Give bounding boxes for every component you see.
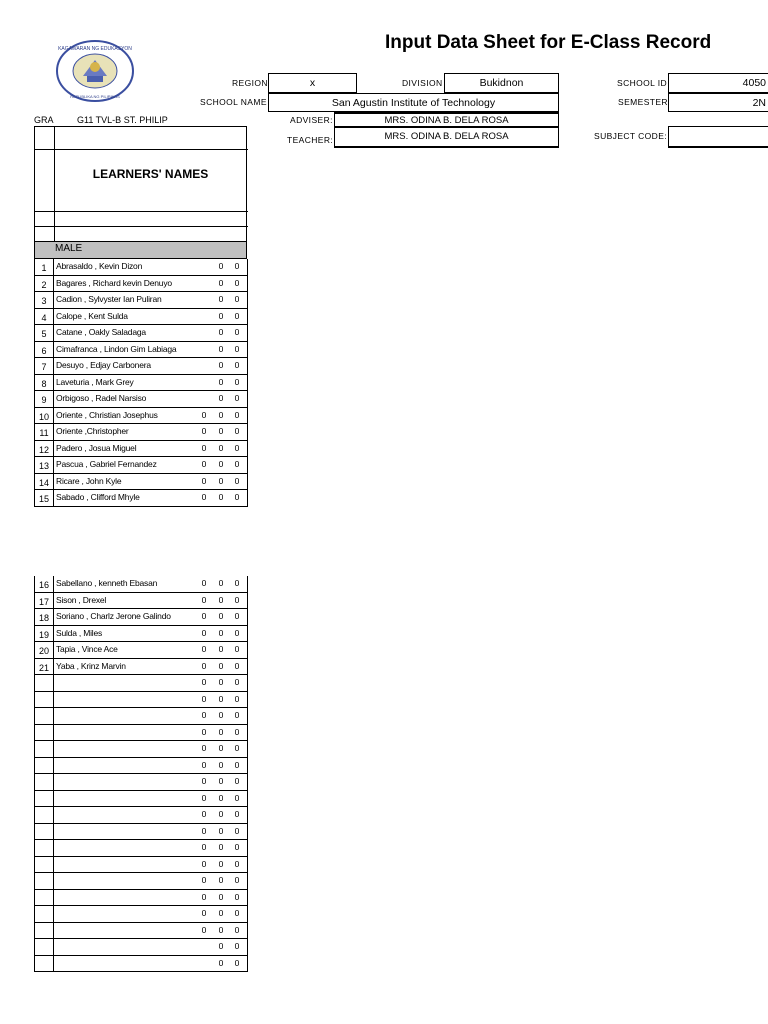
male-group-label: MALE xyxy=(55,243,83,254)
school-name-field[interactable]: San Agustin Institute of Technology xyxy=(268,93,559,112)
score-cell-3: 0 xyxy=(234,426,240,436)
region-label: REGION xyxy=(232,78,268,88)
table-row xyxy=(35,708,248,725)
table-header xyxy=(34,126,247,242)
table-row xyxy=(35,490,248,507)
row-number xyxy=(35,873,54,889)
table-row xyxy=(35,408,248,425)
score-cell-1: 0 xyxy=(201,409,207,420)
score-cell-2: 0 xyxy=(218,809,224,819)
score-cell-3: 0 xyxy=(234,644,240,654)
score-cell-2: 0 xyxy=(218,908,224,918)
score-cell-1: 0 xyxy=(201,792,207,803)
row-number xyxy=(35,741,54,757)
score-cell-1: 0 xyxy=(201,710,207,720)
page-title: Input Data Sheet for E-Class Record xyxy=(385,32,712,53)
learner-name[interactable]: Calope , Kent Sulda xyxy=(56,310,128,321)
score-cell-2: 0 xyxy=(218,776,224,786)
score-cell-3: 0 xyxy=(234,475,240,486)
score-cell-2: 0 xyxy=(218,825,224,836)
score-cell-3: 0 xyxy=(234,294,240,304)
row-number: 18 xyxy=(35,609,54,625)
deped-seal-icon xyxy=(50,38,140,106)
row-number: 2 xyxy=(35,276,54,292)
seal-top-text: KAGAWARAN NG EDUKASYON xyxy=(58,46,132,52)
table-row xyxy=(35,358,248,375)
row-number xyxy=(35,857,54,873)
row-number xyxy=(35,675,54,691)
score-cell-3: 0 xyxy=(234,360,240,370)
score-cell-2: 0 xyxy=(218,294,224,304)
score-cell-1: 0 xyxy=(201,759,207,770)
score-cell-2: 0 xyxy=(218,459,224,469)
learner-name[interactable]: Soriano , Charlz Jerone Galindo xyxy=(56,611,171,621)
school-name-label: SCHOOL NAME xyxy=(200,97,267,107)
table-row xyxy=(35,725,248,742)
row-number: 3 xyxy=(35,292,54,308)
score-cell-2: 0 xyxy=(218,310,224,321)
score-cell-2: 0 xyxy=(218,726,224,737)
learner-name[interactable]: Sison , Drexel xyxy=(56,594,107,605)
semester-field[interactable]: 2N xyxy=(668,93,768,112)
row-number xyxy=(35,725,54,741)
score-cell-2: 0 xyxy=(218,677,224,687)
score-cell-2: 0 xyxy=(218,743,224,753)
score-cell-3: 0 xyxy=(234,842,240,852)
learner-name[interactable]: Bagares , Richard kevin Denuyo xyxy=(56,277,172,288)
score-cell-3: 0 xyxy=(234,611,240,621)
table-row xyxy=(35,791,248,808)
region-field[interactable]: x xyxy=(268,73,357,93)
score-cell-2: 0 xyxy=(218,611,224,621)
score-cell-3: 0 xyxy=(234,743,240,753)
score-cell-2: 0 xyxy=(218,858,224,869)
table-row xyxy=(35,692,248,709)
score-cell-3: 0 xyxy=(234,492,240,502)
score-cell-1: 0 xyxy=(201,726,207,737)
table-row xyxy=(35,675,248,692)
table-row xyxy=(35,441,248,458)
score-cell-2: 0 xyxy=(218,842,224,852)
score-cell-3: 0 xyxy=(234,809,240,819)
score-cell-3: 0 xyxy=(234,459,240,469)
score-cell-3: 0 xyxy=(234,677,240,687)
score-cell-2: 0 xyxy=(218,393,224,403)
seal-bottom-text: REPUBLIKA NG PILIPINAS xyxy=(70,94,120,99)
score-cell-2: 0 xyxy=(218,594,224,605)
learners-list-page1 xyxy=(34,259,240,507)
learner-name[interactable]: Oriente ,Christopher xyxy=(56,426,129,436)
row-number: 12 xyxy=(35,441,54,457)
row-number: 20 xyxy=(35,642,54,658)
score-cell-3: 0 xyxy=(234,327,240,337)
row-number xyxy=(35,807,54,823)
row-number xyxy=(35,840,54,856)
score-cell-2: 0 xyxy=(218,376,224,387)
table-row xyxy=(35,626,248,643)
table-row xyxy=(35,457,248,474)
table-row xyxy=(35,906,248,923)
table-row xyxy=(35,741,248,758)
learner-name[interactable]: Sabellano , kenneth Ebasan xyxy=(56,578,158,588)
score-cell-3: 0 xyxy=(234,924,240,935)
learner-name[interactable]: Desuyo , Edjay Carbonera xyxy=(56,360,151,370)
male-group-header xyxy=(34,242,247,259)
score-cell-1: 0 xyxy=(201,908,207,918)
row-number: 11 xyxy=(35,424,54,440)
score-cell-1: 0 xyxy=(201,891,207,902)
table-row xyxy=(35,890,248,907)
section-value: G11 TVL-B ST. PHILIP xyxy=(77,115,168,125)
table-row xyxy=(35,391,248,408)
table-row xyxy=(35,325,248,342)
table-row xyxy=(35,807,248,824)
score-cell-1: 0 xyxy=(201,875,207,885)
row-number xyxy=(35,824,54,840)
score-cell-3: 0 xyxy=(234,941,240,951)
row-number: 21 xyxy=(35,659,54,675)
score-cell-2: 0 xyxy=(218,261,224,271)
score-cell-3: 0 xyxy=(234,693,240,704)
row-number xyxy=(35,939,54,955)
table-row xyxy=(35,424,248,441)
score-cell-1: 0 xyxy=(201,924,207,935)
row-number: 6 xyxy=(35,342,54,358)
score-cell-2: 0 xyxy=(218,492,224,502)
table-row xyxy=(35,593,248,610)
learner-name[interactable]: Oriente , Christian Josephus xyxy=(56,409,158,420)
row-number xyxy=(35,791,54,807)
row-number xyxy=(35,708,54,724)
score-cell-3: 0 xyxy=(234,409,240,420)
score-cell-2: 0 xyxy=(218,759,224,770)
learner-name[interactable]: Ricare , John Kyle xyxy=(56,475,122,486)
score-cell-2: 0 xyxy=(218,360,224,370)
score-cell-1: 0 xyxy=(201,743,207,753)
row-number xyxy=(35,890,54,906)
table-row xyxy=(35,342,248,359)
table-row xyxy=(35,259,248,276)
table-row xyxy=(35,276,248,293)
score-cell-2: 0 xyxy=(218,475,224,486)
grade-label: GRA xyxy=(34,115,54,125)
learner-name[interactable]: Orbigoso , Radel Narsiso xyxy=(56,393,147,403)
score-cell-3: 0 xyxy=(234,343,240,354)
learner-name[interactable]: Tapia , Vince Ace xyxy=(56,644,118,654)
score-cell-1: 0 xyxy=(201,611,207,621)
score-cell-1: 0 xyxy=(201,492,207,502)
score-cell-1: 0 xyxy=(201,627,207,638)
score-cell-1: 0 xyxy=(201,442,207,453)
score-cell-3: 0 xyxy=(234,277,240,288)
score-cell-1: 0 xyxy=(201,776,207,786)
learner-name[interactable]: Sulda , Miles xyxy=(56,627,103,638)
score-cell-3: 0 xyxy=(234,710,240,720)
school-id-label: SCHOOL ID xyxy=(617,78,668,88)
learner-name[interactable]: Padero , Josua Miguel xyxy=(56,442,137,453)
row-number: 15 xyxy=(35,490,54,506)
adviser-label: ADVISER: xyxy=(290,115,333,125)
row-number: 7 xyxy=(35,358,54,374)
score-cell-1: 0 xyxy=(201,426,207,436)
learner-name[interactable]: Pascua , Gabriel Fernandez xyxy=(56,459,157,469)
score-cell-1: 0 xyxy=(201,459,207,469)
table-row xyxy=(35,576,248,593)
score-cell-1: 0 xyxy=(201,644,207,654)
subject-code-field[interactable] xyxy=(668,126,768,148)
teacher-label: TEACHER: xyxy=(287,135,334,145)
score-cell-2: 0 xyxy=(218,343,224,354)
score-cell-2: 0 xyxy=(218,327,224,337)
score-cell-2: 0 xyxy=(218,277,224,288)
table-row xyxy=(35,857,248,874)
learner-name[interactable]: Sabado , Clifford Mhyle xyxy=(56,492,140,502)
row-number xyxy=(35,923,54,939)
score-cell-1: 0 xyxy=(201,677,207,687)
score-cell-3: 0 xyxy=(234,726,240,737)
score-cell-2: 0 xyxy=(218,792,224,803)
table-row xyxy=(35,474,248,491)
table-row xyxy=(35,659,248,676)
score-cell-2: 0 xyxy=(218,660,224,671)
table-row xyxy=(35,824,248,841)
row-number: 1 xyxy=(35,259,54,275)
score-cell-3: 0 xyxy=(234,891,240,902)
row-number xyxy=(35,774,54,790)
learner-name[interactable]: Cimafranca , Lindon Gim Labiaga xyxy=(56,343,177,354)
row-number: 13 xyxy=(35,457,54,473)
division-field[interactable]: Bukidnon xyxy=(444,73,559,93)
score-cell-2: 0 xyxy=(218,644,224,654)
score-cell-2: 0 xyxy=(218,693,224,704)
table-row xyxy=(35,375,248,392)
score-cell-3: 0 xyxy=(234,776,240,786)
row-number: 14 xyxy=(35,474,54,490)
row-number xyxy=(35,758,54,774)
row-number: 17 xyxy=(35,593,54,609)
score-cell-3: 0 xyxy=(234,376,240,387)
score-cell-2: 0 xyxy=(218,710,224,720)
score-cell-3: 0 xyxy=(234,875,240,885)
score-cell-3: 0 xyxy=(234,261,240,271)
table-row xyxy=(35,939,248,956)
school-id-field[interactable]: 4050 xyxy=(668,73,768,93)
table-row xyxy=(35,309,248,326)
table-row xyxy=(35,609,248,626)
score-cell-3: 0 xyxy=(234,578,240,588)
score-cell-3: 0 xyxy=(234,627,240,638)
score-cell-2: 0 xyxy=(218,426,224,436)
table-row xyxy=(35,774,248,791)
row-number: 9 xyxy=(35,391,54,407)
score-cell-3: 0 xyxy=(234,759,240,770)
adviser-field[interactable]: MRS. ODINA B. DELA ROSA xyxy=(334,112,559,127)
score-cell-1: 0 xyxy=(201,594,207,605)
row-number xyxy=(35,692,54,708)
score-cell-3: 0 xyxy=(234,792,240,803)
learner-name[interactable]: Cadion , Sylvyster Ian Puliran xyxy=(56,294,162,304)
score-cell-2: 0 xyxy=(218,891,224,902)
score-cell-3: 0 xyxy=(234,825,240,836)
semester-label: SEMESTER xyxy=(618,97,668,107)
learners-names-heading: LEARNERS' NAMES xyxy=(92,167,209,181)
score-cell-2: 0 xyxy=(218,941,224,951)
score-cell-2: 0 xyxy=(218,627,224,638)
score-cell-2: 0 xyxy=(218,924,224,935)
row-number: 5 xyxy=(35,325,54,341)
learner-name[interactable]: Catane , Oakly Saladaga xyxy=(56,327,146,337)
score-cell-1: 0 xyxy=(201,475,207,486)
score-cell-2: 0 xyxy=(218,578,224,588)
score-cell-3: 0 xyxy=(234,957,240,968)
division-label: DIVISION xyxy=(402,78,443,88)
learners-list-page2 xyxy=(34,576,240,972)
row-number: 4 xyxy=(35,309,54,325)
table-row xyxy=(35,292,248,309)
teacher-field[interactable]: MRS. ODINA B. DELA ROSA xyxy=(334,127,559,148)
row-number: 8 xyxy=(35,375,54,391)
subject-code-label: SUBJECT CODE: xyxy=(594,131,668,141)
table-row xyxy=(35,873,248,890)
table-row xyxy=(35,758,248,775)
table-row xyxy=(35,642,248,659)
score-cell-2: 0 xyxy=(218,957,224,968)
table-row xyxy=(35,923,248,940)
score-cell-2: 0 xyxy=(218,875,224,885)
score-cell-3: 0 xyxy=(234,393,240,403)
score-cell-1: 0 xyxy=(201,660,207,671)
score-cell-1: 0 xyxy=(201,693,207,704)
row-number: 19 xyxy=(35,626,54,642)
learner-name[interactable]: Abrasaldo , Kevin Dizon xyxy=(56,261,143,271)
score-cell-3: 0 xyxy=(234,908,240,918)
score-cell-3: 0 xyxy=(234,310,240,321)
score-cell-1: 0 xyxy=(201,578,207,588)
score-cell-3: 0 xyxy=(234,858,240,869)
score-cell-3: 0 xyxy=(234,660,240,671)
table-row xyxy=(35,956,248,973)
table-row xyxy=(35,840,248,857)
score-cell-2: 0 xyxy=(218,409,224,420)
score-cell-3: 0 xyxy=(234,594,240,605)
row-number: 10 xyxy=(35,408,54,424)
score-cell-2: 0 xyxy=(218,442,224,453)
score-cell-1: 0 xyxy=(201,809,207,819)
score-cell-1: 0 xyxy=(201,842,207,852)
score-cell-1: 0 xyxy=(201,858,207,869)
learner-name[interactable]: Yaba , Krinz Marvin xyxy=(56,660,126,671)
row-number xyxy=(35,906,54,922)
learner-name[interactable]: Laveturia , Mark Grey xyxy=(56,376,134,387)
row-number: 16 xyxy=(35,576,54,592)
row-number xyxy=(35,956,54,972)
score-cell-1: 0 xyxy=(201,825,207,836)
score-cell-3: 0 xyxy=(234,442,240,453)
